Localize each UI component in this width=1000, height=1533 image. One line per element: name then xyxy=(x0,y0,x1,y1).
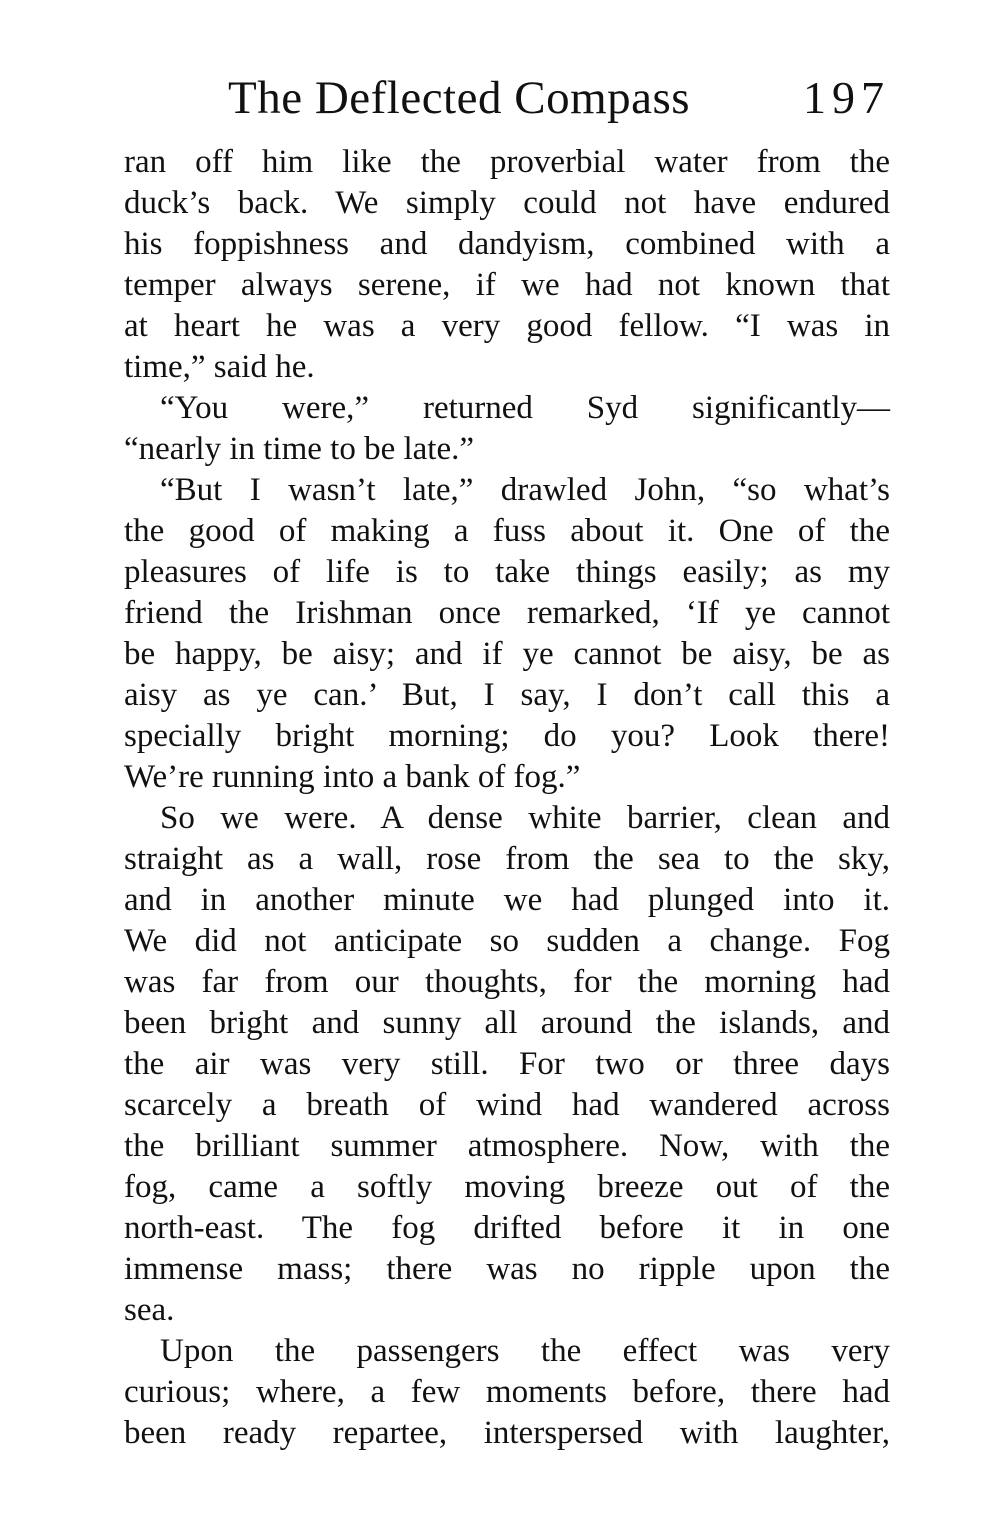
text-line: the air was very still. For two or three days xyxy=(124,1046,890,1082)
text-line: the brilliant summer atmosphere. Now, with the xyxy=(124,1128,890,1164)
paragraph xyxy=(124,470,890,798)
text-line: curious; where, a few moments before, there had xyxy=(124,1374,890,1410)
paragraph xyxy=(124,142,890,388)
text-line: We’re running into a bank of fog.” xyxy=(124,759,581,795)
text-line: time,” said he. xyxy=(124,349,315,385)
text-line: “You were,” returned Syd significantly— xyxy=(160,390,890,426)
text-line: aisy as ye can.’ But, I say, I don’t call this a xyxy=(124,677,890,713)
paragraph xyxy=(124,1331,890,1454)
running-head xyxy=(124,68,890,128)
text-line: duck’s back. We simply could not have endured xyxy=(124,185,890,221)
text-line: “But I wasn’t late,” drawled John, “so what’s xyxy=(160,472,890,508)
text-line: and in another minute we had plunged into it. xyxy=(124,882,890,918)
text-line: immense mass; there was no ripple upon the xyxy=(124,1251,890,1287)
running-title: The Deflected Compass xyxy=(228,72,691,124)
text-line: was far from our thoughts, for the morning had xyxy=(124,964,890,1000)
text-line: sea. xyxy=(124,1292,175,1328)
page-number: 197 xyxy=(803,72,890,123)
text-line: specially bright morning; do you? Look there! xyxy=(124,718,890,754)
text-line: be happy, be aisy; and if ye cannot be aisy, be as xyxy=(124,636,890,672)
text-line: We did not anticipate so sudden a change. Fog xyxy=(124,923,890,959)
text-line: friend the Irishman once remarked, ‘If ye cannot xyxy=(124,595,890,631)
text-line: “nearly in time to be late.” xyxy=(124,431,475,467)
text-line: fog, came a softly moving breeze out of the xyxy=(124,1169,890,1205)
text-line: straight as a wall, rose from the sea to the sky, xyxy=(124,841,890,877)
body-text xyxy=(124,142,890,1454)
text-line: been ready repartee, interspersed with laughter, xyxy=(124,1415,890,1451)
text-line: temper always serene, if we had not known that xyxy=(124,267,890,303)
text-line: So we were. A dense white barrier, clean and xyxy=(160,800,890,836)
text-line: pleasures of life is to take things easily; as my xyxy=(124,554,890,590)
paragraph xyxy=(124,388,890,470)
text-line: the good of making a fuss about it. One of the xyxy=(124,513,890,549)
text-line: at heart he was a very good fellow. “I was in xyxy=(124,308,890,344)
text-line: Upon the passengers the effect was very xyxy=(160,1333,890,1369)
paragraph xyxy=(124,798,890,1331)
text-line: ran off him like the proverbial water from the xyxy=(124,144,890,180)
text-line: been bright and sunny all around the islands, and xyxy=(124,1005,890,1041)
text-line: north-east. The fog drifted before it in one xyxy=(124,1210,890,1246)
text-line: his foppishness and dandyism, combined with a xyxy=(124,226,890,262)
text-line: scarcely a breath of wind had wandered across xyxy=(124,1087,890,1123)
